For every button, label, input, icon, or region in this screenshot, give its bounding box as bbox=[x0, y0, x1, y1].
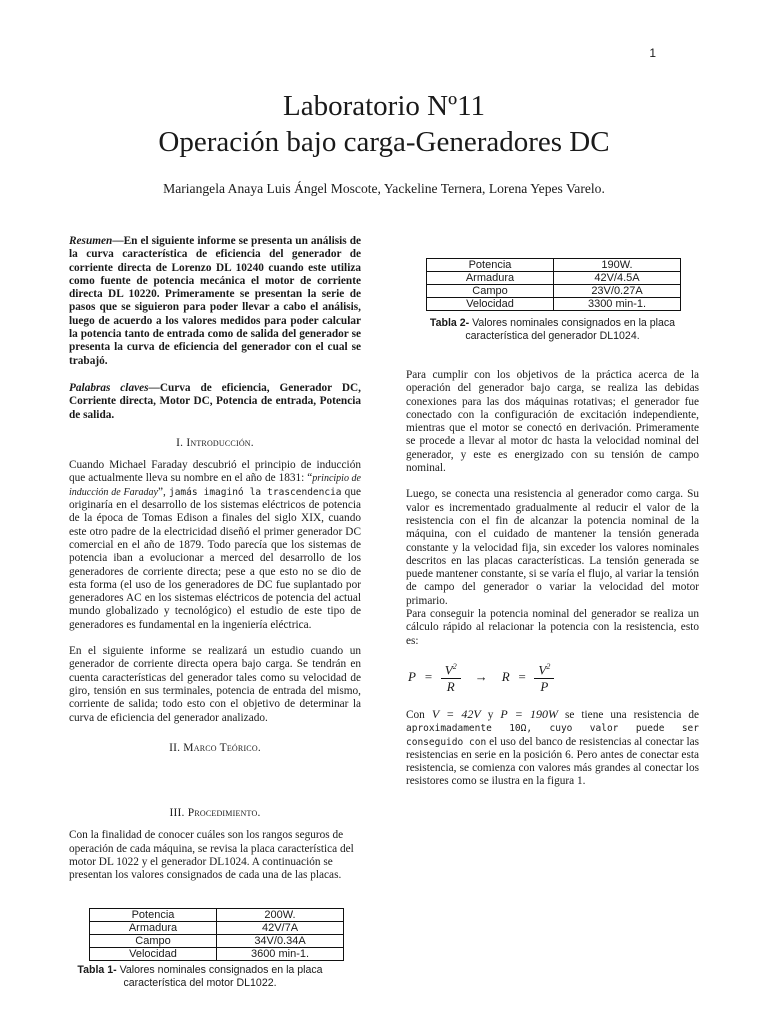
section-heading-procedimiento bbox=[69, 807, 361, 820]
section-number: III. bbox=[169, 807, 185, 820]
procedure-paragraph: Con la finalidad de conocer cuáles son los rangos seguros de operación de cada máquina, se revisa la placa característica del motor DL 1022 y el generador DL1024. A continuación se presentan los valores consignados de cada una de las placas. bbox=[69, 829, 354, 882]
table-2 bbox=[426, 258, 681, 311]
inline-equation: P = 190W bbox=[500, 706, 558, 721]
p4-text-c: el uso del banco de resistencias al conectar las resistencias en serie en la posición 6. Pero antes de conectar esta resistencia, se comienza con valores más grandes al conectar los resistores como se ilustra en la figura 1. bbox=[406, 735, 700, 788]
keywords-lead: Palabras claves bbox=[69, 381, 149, 394]
section-heading-marco bbox=[69, 742, 361, 755]
table-cell: 42V/4.5A bbox=[554, 272, 681, 285]
table-cell: Armadura bbox=[427, 272, 554, 285]
authors: Mariangela Anaya Luis Ángel Moscote, Yackeline Ternera, Lorena Yepes Varelo. bbox=[163, 181, 605, 196]
p4-text-a: Con bbox=[406, 708, 432, 721]
right-paragraph-4 bbox=[406, 708, 699, 789]
table-cell: Potencia bbox=[427, 259, 554, 272]
title-line-1: Laboratorio Nº11 bbox=[283, 90, 485, 122]
right-column bbox=[406, 369, 699, 789]
eq-symbol: V bbox=[444, 662, 453, 678]
eq-exponent: 2 bbox=[546, 662, 551, 672]
table-cell: 34V/0.34A bbox=[217, 935, 344, 948]
eq-symbol: R bbox=[501, 669, 510, 685]
eq-symbol: = bbox=[517, 669, 527, 685]
keywords bbox=[69, 382, 361, 422]
intro-quote: principio de inducción de Faraday bbox=[69, 473, 361, 498]
power-resistance-equation bbox=[408, 656, 699, 698]
table-row bbox=[90, 935, 344, 948]
right-paragraph-2: Luego, se conecta una resistencia al generador como carga. Su valor es incrementado gradualmente al reducir el valor de la resistencia con el fin de alcanzar la potencia nominal de la máquina, con el cuidado de mantener la tensión generada constante y la velocidad fija, sin exceder los valores nominales descritos en las placas características. La tensión generada se puede mantener constante, si se varía el flujo, al variar la tensión de campo del generador o variar la velocidad del motor primario. bbox=[406, 488, 699, 607]
table-cell: 3300 min-1. bbox=[554, 298, 681, 311]
table-cell: 23V/0.27A bbox=[554, 285, 681, 298]
table-row bbox=[90, 909, 344, 922]
intro-paragraph-1 bbox=[69, 459, 361, 632]
table-row bbox=[427, 259, 681, 272]
table-row bbox=[427, 272, 681, 285]
p4-text-b: se tiene una resistencia de bbox=[557, 708, 700, 721]
section-number: II. bbox=[169, 741, 181, 754]
eq-symbol: P bbox=[540, 679, 549, 695]
eq-symbol: P bbox=[408, 669, 416, 685]
table-cell: Armadura bbox=[90, 922, 217, 935]
section-heading-introduction bbox=[69, 437, 361, 450]
caption-text: Valores nominales consignados en la placa característica del motor DL1022. bbox=[116, 964, 323, 989]
table-1-caption bbox=[69, 964, 331, 989]
arrow-icon: → bbox=[474, 669, 488, 685]
table-1 bbox=[89, 908, 344, 961]
table-cell: 42V/7A bbox=[217, 922, 344, 935]
left-column bbox=[69, 235, 361, 883]
title-line-2: Operación bajo carga-Generadores DC bbox=[158, 126, 610, 158]
table-row bbox=[427, 298, 681, 311]
eq-exponent: 2 bbox=[452, 662, 457, 672]
intro-text-c: que originaría en el desarrollo de los sistemas eléctricos de potencia de la época de Tomas Edison a finales del siglo XIX, cuando este otro padre de la electricidad diseñó el primer generador DC comercial en el año de 1879. Todo parecía que los sistemas de potencia iban a evolucionar a merced del desarrollo de los generadores de corriente directa; pese a que esto no se dio de esta forma (el uso de los generadores de DC fue suplantado por generadores AC en los sistemas eléctricos de potencia del actual mundo globalizado y tecnológico) el estudio de este tipo de generadores es fundamental en la ingeniería eléctrica. bbox=[69, 485, 361, 631]
eq-fraction bbox=[534, 660, 554, 693]
right-paragraph-1: Para cumplir con los objetivos de la práctica acerca de la operación del generador bajo carga, se realiza las debidas conexiones para las dos máquinas rotativas; el generador fue conectado con la configuración de excitación independiente, mientras que el motor se conectó en derivación. Primeramente se procede a llevar al motor dc hasta la velocidad nominal del generador, y este es energizado con su tensión de campo nominal. bbox=[406, 369, 699, 475]
caption-label: Tabla 2- bbox=[429, 317, 470, 329]
table-2-caption bbox=[406, 317, 699, 342]
paper-title bbox=[0, 88, 768, 160]
table-cell: Campo bbox=[90, 935, 217, 948]
eq-symbol: = bbox=[423, 669, 433, 685]
eq-fraction bbox=[441, 660, 461, 693]
table-row bbox=[90, 922, 344, 935]
page-number: 1 bbox=[649, 46, 656, 60]
intro-text-a: Cuando Michael Faraday descubrió el principio de inducción que actualmente lleva su nombre en el año de 1831: “ bbox=[69, 459, 361, 485]
caption-text: Valores nominales consignados en la placa característica del generador DL1024. bbox=[465, 317, 676, 342]
abstract bbox=[69, 235, 361, 368]
abstract-text: —En el siguiente informe se presenta un análisis de la curva característica de eficiencia del generador de corriente directa de Lorenzo DL 10240 cuando este utiliza como fuente de potencia mecánica el motor de corriente directa DL 10220. Primeramente se presentan la serie de pasos que se siguieron para poder llevar a cabo el análisis, luego de acuerdo a los valores medidos para poder calcular la potencia tanto de entrada como de salida del generador se presenta la curva de eficiencia del generador con el cual se trabajó. bbox=[69, 235, 361, 367]
p4-handwritten: aproximadamente 10Ω, cuyo valor puede ser conseguido con bbox=[406, 723, 699, 748]
eq-symbol: V bbox=[538, 662, 547, 678]
intro-paragraph-2: En el siguiente informe se realizará un estudio cuando un generador de corriente directa opera bajo carga. Se tendrán en cuenta características del generador tales como su velocidad de giro, tensión en sus terminales, potencia de entrada del mismo, corriente de salida; todo esto con el objetivo de determinar la curva de eficiencia del generador analizado. bbox=[69, 645, 361, 724]
table-cell: 200W. bbox=[217, 909, 344, 922]
table-cell: 190W. bbox=[554, 259, 681, 272]
table-cell: 3600 min-1. bbox=[217, 948, 344, 961]
keywords-text: —Curva de eficiencia, Generador DC, Corriente directa, Motor DC, Potencia de entrada, Potencia de salida. bbox=[69, 381, 361, 421]
table-cell: Potencia bbox=[90, 909, 217, 922]
intro-text-b: ”, bbox=[157, 485, 169, 498]
intro-handwritten: jamás imaginó la trascendencia bbox=[168, 486, 342, 498]
inline-equation: V = 42V bbox=[431, 706, 481, 721]
section-title: Introducción. bbox=[186, 436, 254, 449]
section-title: Procedimiento. bbox=[187, 807, 261, 820]
table-cell: Velocidad bbox=[427, 298, 554, 311]
caption-label: Tabla 1- bbox=[77, 964, 117, 976]
section-title: Marco Teórico. bbox=[183, 741, 261, 754]
section-number: I. bbox=[176, 436, 184, 449]
table-row bbox=[427, 285, 681, 298]
p4-text-y: y bbox=[480, 708, 501, 721]
table-cell: Velocidad bbox=[90, 948, 217, 961]
eq-symbol: R bbox=[446, 679, 455, 695]
right-paragraph-3: Para conseguir la potencia nominal del generador se realiza un cálculo rápido al relacionar la potencia con la resistencia, esto es: bbox=[406, 608, 699, 647]
table-cell: Campo bbox=[427, 285, 554, 298]
abstract-lead: Resumen bbox=[69, 235, 113, 247]
table-row bbox=[90, 948, 344, 961]
